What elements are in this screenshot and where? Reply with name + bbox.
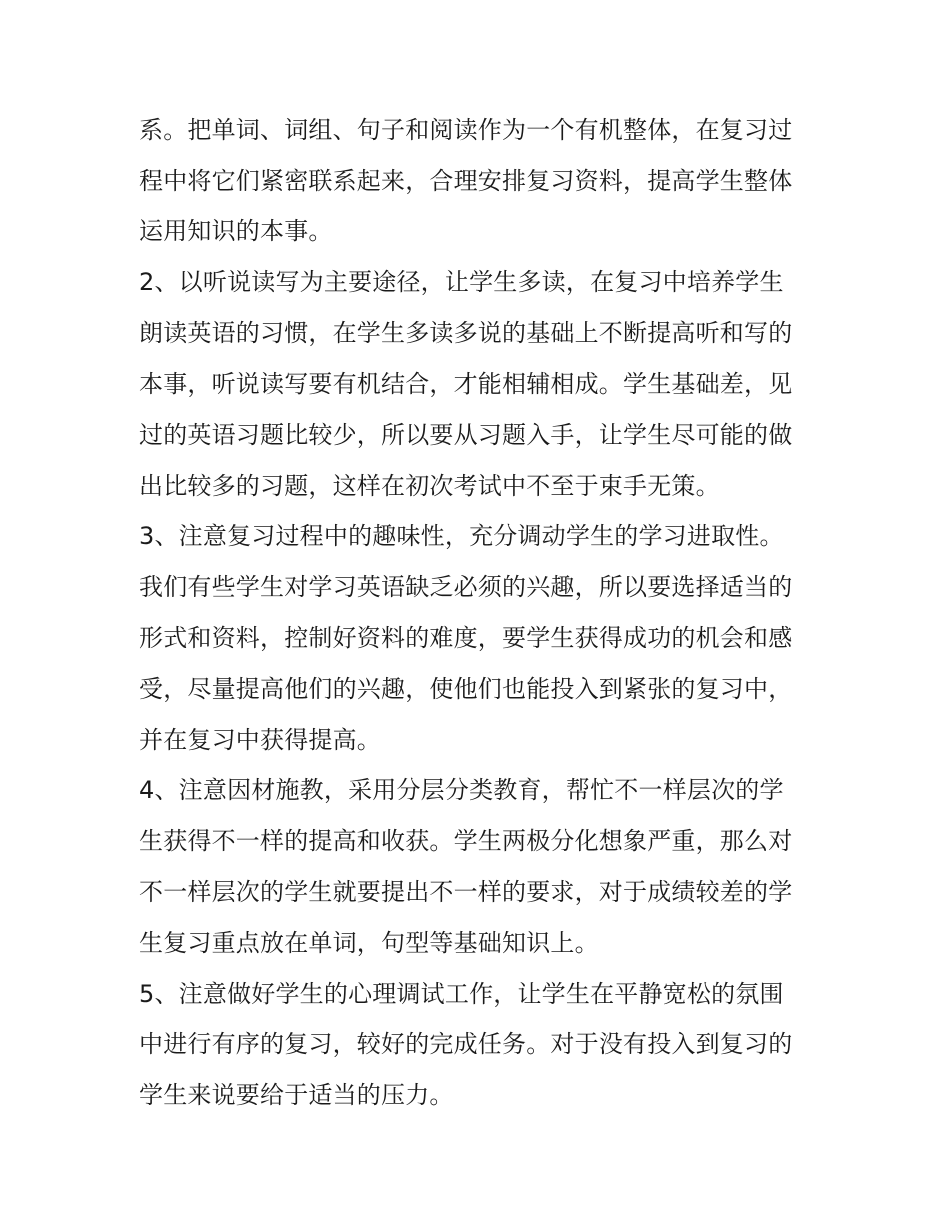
text-line: 运用知识的本事。 xyxy=(139,217,333,245)
text-line: 不一样层次的学生就要提出不一样的要求，对于成绩较差的学 xyxy=(139,878,793,906)
text-line: 朗读英语的习惯，在学生多读多说的基础上不断提高听和写的 xyxy=(139,319,793,347)
text-line: 5、注意做好学生的心理调试工作，让学生在平静宽松的氛围 xyxy=(139,980,784,1008)
text-line: 程中将它们紧密联系起来，合理安排复习资料，提高学生整体 xyxy=(139,167,793,195)
text-line: 本事，听说读写要有机结合，才能相辅相成。学生基础差，见 xyxy=(139,370,793,398)
text-line: 过的英语习题比较少，所以要从习题入手，让学生尽可能的做 xyxy=(139,421,793,449)
text-line: 学生来说要给于适当的压力。 xyxy=(139,1081,454,1109)
text-line: 受，尽量提高他们的兴趣，使他们也能投入到紧张的复习中， xyxy=(139,675,793,703)
text-line: 2、以听说读写为主要途径，让学生多读，在复习中培养学生 xyxy=(139,268,784,296)
text-line: 4、注意因材施教，采用分层分类教育，帮忙不一样层次的学 xyxy=(139,776,784,804)
text-line: 我们有些学生对学习英语缺乏必须的兴趣，所以要选择适当的 xyxy=(139,573,793,601)
text-line: 出比较多的习题，这样在初次考试中不至于束手无策。 xyxy=(139,472,720,500)
text-line: 生复习重点放在单词，句型等基础知识上。 xyxy=(139,929,599,957)
text-line: 生获得不一样的提高和收获。学生两极分化想象严重，那么对 xyxy=(139,827,793,855)
text-line: 3、注意复习过程中的趣味性，充分调动学生的学习进取性。 xyxy=(139,522,784,550)
text-line: 并在复习中获得提高。 xyxy=(139,726,381,754)
text-line: 形式和资料，控制好资料的难度，要学生获得成功的机会和感 xyxy=(139,624,793,652)
text-line: 中进行有序的复习，较好的完成任务。对于没有投入到复习的 xyxy=(139,1030,793,1058)
text-line: 系。把单词、词组、句子和阅读作为一个有机整体，在复习过 xyxy=(139,116,793,144)
